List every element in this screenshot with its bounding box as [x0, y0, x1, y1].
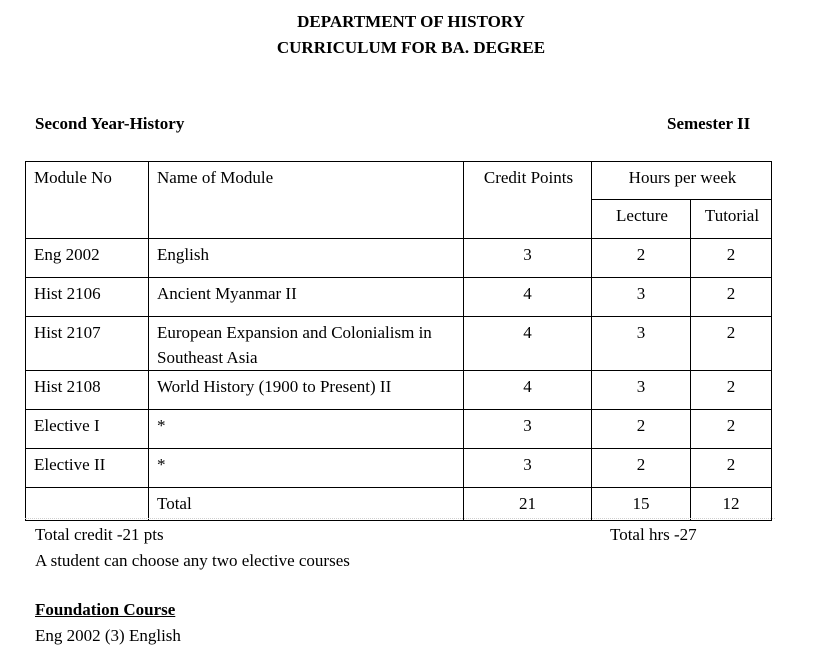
lecture-cell: 3 [592, 371, 691, 410]
curriculum-title: CURRICULUM FOR BA. DEGREE [276, 38, 546, 57]
table-header-row [26, 162, 772, 200]
tutorial-cell: 2 [691, 278, 772, 317]
total-credit-text: Total credit -21 pts [35, 525, 164, 544]
credit-cell: 4 [464, 317, 592, 371]
module-no-cell: Hist 2107 [26, 317, 149, 371]
total-hours-text: Total hrs -27 [610, 525, 697, 544]
table-row [26, 371, 772, 410]
credit-cell: 3 [464, 239, 592, 278]
credit-cell: 3 [464, 449, 592, 488]
tutorial-cell: 2 [691, 410, 772, 449]
module-name-cell: European Expansion and Colonialism in Southeast Asia [149, 317, 464, 371]
table-total-row [26, 488, 772, 521]
tutorial-cell: 2 [691, 449, 772, 488]
module-no-cell: Eng 2002 [26, 239, 149, 278]
foundation-course-title: Foundation Course [35, 600, 176, 619]
semester-heading: Semester II [667, 114, 751, 133]
total-label-cell: Total [149, 488, 464, 521]
divider [25, 518, 775, 519]
department-title: DEPARTMENT OF HISTORY [297, 12, 525, 31]
module-name-cell: English [149, 239, 464, 278]
table-row [26, 317, 772, 371]
table-row [26, 449, 772, 488]
header-module-name: Name of Module [149, 162, 464, 239]
total-empty-cell [26, 488, 149, 521]
module-no-cell: Elective II [26, 449, 149, 488]
module-name-cell: World History (1900 to Present) II [149, 371, 464, 410]
table-row [26, 239, 772, 278]
table-row [26, 278, 772, 317]
total-lecture-cell: 15 [592, 488, 691, 521]
module-name-cell: * [149, 410, 464, 449]
credit-cell: 4 [464, 371, 592, 410]
module-name-cell: Ancient Myanmar II [149, 278, 464, 317]
total-credit-cell: 21 [464, 488, 592, 521]
elective-note: A student can choose any two elective courses [35, 551, 350, 570]
module-no-cell: Elective I [26, 410, 149, 449]
header-module-no: Module No [26, 162, 149, 239]
lecture-cell: 2 [592, 449, 691, 488]
credit-cell: 3 [464, 410, 592, 449]
lecture-cell: 3 [592, 317, 691, 371]
header-lecture: Lecture [592, 200, 691, 239]
lecture-cell: 3 [592, 278, 691, 317]
credit-cell: 4 [464, 278, 592, 317]
lecture-cell: 2 [592, 410, 691, 449]
total-tutorial-cell: 12 [691, 488, 772, 521]
table-row [26, 410, 772, 449]
module-name-cell: * [149, 449, 464, 488]
module-no-cell: Hist 2106 [26, 278, 149, 317]
header-credit-points: Credit Points [464, 162, 592, 239]
tutorial-cell: 2 [691, 317, 772, 371]
year-heading: Second Year-History [35, 114, 185, 133]
tutorial-cell: 2 [691, 239, 772, 278]
header-tutorial: Tutorial [691, 200, 772, 239]
header-hours-per-week: Hours per week [592, 162, 772, 200]
tutorial-cell: 2 [691, 371, 772, 410]
curriculum-table [25, 161, 772, 521]
foundation-course-item: Eng 2002 (3) English [35, 626, 181, 645]
module-no-cell: Hist 2108 [26, 371, 149, 410]
lecture-cell: 2 [592, 239, 691, 278]
